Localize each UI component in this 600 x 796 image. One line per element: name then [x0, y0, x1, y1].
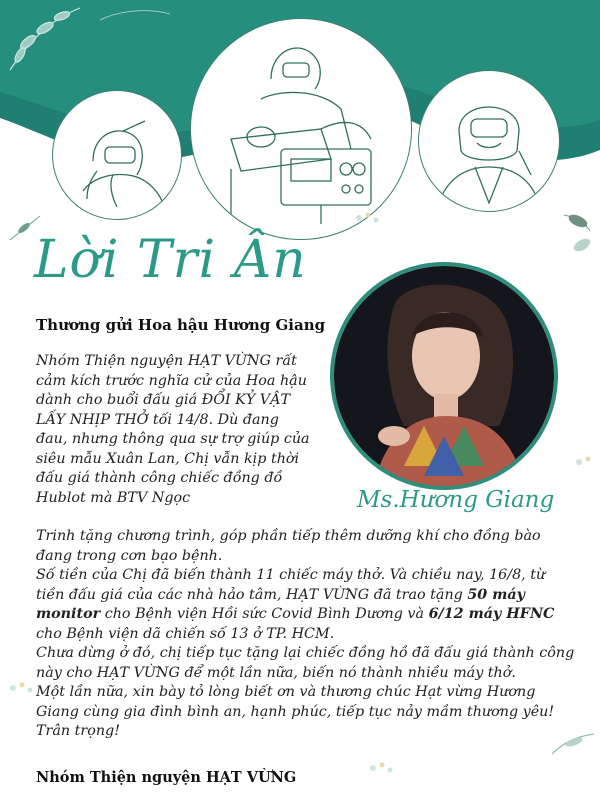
- addressee: Thương gửi Hoa hậu Hương Giang: [36, 316, 326, 334]
- leaf-decoration-icon: [556, 205, 596, 265]
- photo-portrait-icon: [334, 266, 554, 486]
- dots-decoration: [8, 680, 38, 696]
- closing: Trân trọng!: [36, 723, 120, 739]
- page-title: Lời Tri Ân: [34, 230, 307, 290]
- letter-body: [36, 527, 576, 742]
- portrait-photo: [330, 262, 558, 490]
- dots-decoration: [354, 210, 384, 226]
- signature: Nhóm Thiện nguyện HẠT VỪNG: [36, 769, 297, 786]
- paragraph-3: Số tiền của Chị đã biến thành 11 chiếc máy thở. Và chiều nay, 16/8, từ tiền đấu giá của các nhà hảo tâm, HẠT VỪNG đã trao tặng 50 máy monitor cho Bệnh viện Hồi sức Covid Bình Dương và 6/12 máy HFNC cho Bệnh viện dã chiến số 13 ở TP. HCM.: [36, 567, 555, 642]
- paragraph-1: Nhóm Thiện nguyện HẠT VỪNG rất cảm kích trước nghĩa cử của Hoa hậu dành cho buổi đấu giá ĐỔI KỶ VẬT LẤY NHỊP THỞ tối 14/8. Dù đang đau, nhưng thông qua sự trợ giúp của siêu mẫu Xuân Lan, Chị vẫn kịp thời đấu giá thành công chiếc đồng đồ Hublot mà BTV Ngọc: [36, 353, 310, 506]
- ventilator-patient-illustration: [190, 18, 412, 240]
- paragraph-2: Trinh tặng chương trình, góp phần tiếp thêm dưỡng khí cho đồng bào đang trong cơn bạo bệnh.: [36, 528, 541, 564]
- medical-worker-illustration: [52, 90, 182, 220]
- hazmat-worker-illustration: [418, 70, 560, 212]
- portrait-caption: Ms.Hương Giang: [357, 487, 555, 513]
- dots-decoration: [574, 454, 598, 470]
- hfnc-highlight: 6/12 máy HFNC: [428, 606, 555, 622]
- dots-decoration: [368, 760, 398, 776]
- monitor-highlight: 50 máy monitor: [36, 586, 525, 622]
- paragraph-5: Một lần nữa, xin bày tỏ lòng biết ơn và thương chúc Hạt vừng Hương Giang cùng gia đình bình an, hạnh phúc, tiếp tục nảy mầm thương yêu!: [36, 684, 555, 720]
- paragraph-4: Chưa dừng ở đó, chị tiếp tục tặng lại chiếc đồng hồ đã đấu giá thành công này cho HẠT VỪNG để một lần nữa, biến nó thành nhiều máy thở.: [36, 645, 575, 681]
